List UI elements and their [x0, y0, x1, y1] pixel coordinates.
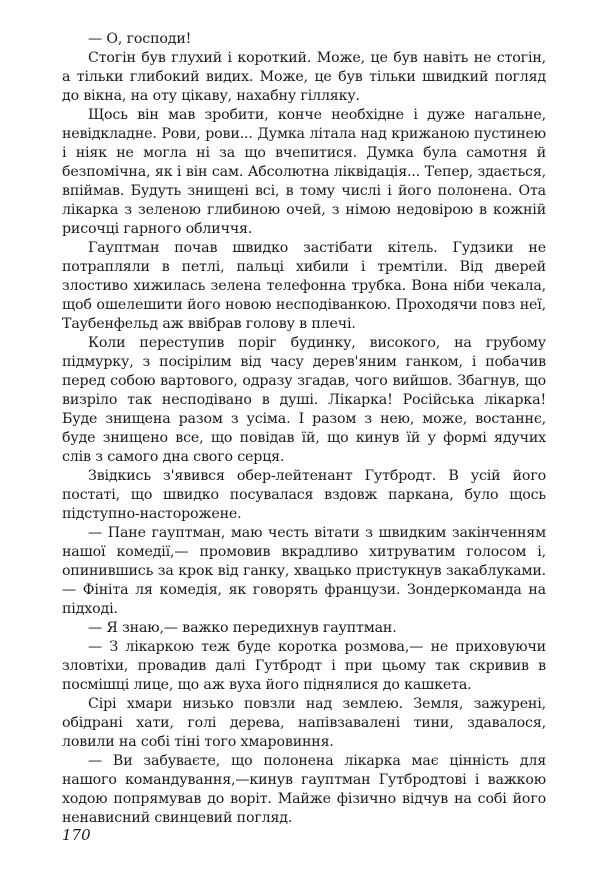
paragraph: Щось він мав зробити, конче необхідне і дуже нагальне, невідкладне. Рови, рови... Думка літала над крижаною пустинею і ніяк не могла ні за що вчепитися. Думка була самотня й безпомічна, як і він сам. Абсолютна ліквідація... Тепер, здається, впіймав. Будуть знищені всі, в тому числі і його полонена. Ота лікарка з зеленою глибиною очей, з німою недовірою в кожній рисочці гарного обличчя. [62, 107, 546, 237]
paragraph: — Ви забуваєте, що полонена лікарка має цінність для нашого командування,—кинув гауптман Гутбродтові і важкою ходою попрямував до воріт. Майже фізично відчув на собі його ненависний свинцевий погляд. [62, 753, 546, 826]
paragraph: — З лікаркою теж буде коротка розмова,— не приховуючи зловтіхи, провадив далі Гутбродт і при цьому так скривив в посмішці лице, що аж вуха його піднялися до кашкета. [62, 639, 546, 693]
page-number: 170 [62, 826, 91, 844]
paragraph: Звідкись з'явився обер-лейтенант Гутбродт. В усій його постаті, що швидко посувалася вздовж паркана, було щось підступно-насторожене. [62, 468, 546, 522]
paragraph: Сірі хмари низько повзли над землею. Земля, зажурені, обідрані хати, голі дерева, напівзавалені тини, здавалося, ловили на собі тіні того хмаровиння. [62, 696, 546, 750]
paragraph: Гауптман почав швидко застібати кітель. Гудзики не потрапляли в петлі, пальці хибили і тремтіли. Від дверей злостиво хижилась зелена телефонна трубка. Вона ніби чекала, щоб ошелешити його новою несподіванкою. Проходячи повз неї, Таубенфельд аж ввібрав голову в плечі. [62, 240, 546, 332]
paragraph: Стогін був глухий і короткий. Може, це був навіть не стогін, а тільки глибокий видих. Може, це був тільки швидкий погляд до вікна, на оту цікаву, нахабну гілляку. [62, 50, 546, 104]
paragraph: — Я знаю,— важко передихнув гауптман. [88, 620, 397, 636]
paragraph: — Пане гауптман, маю честь вітати з швидким закінченням нашої комедії,— промовив вкрадливо хитруватим голосом і, опинившись за крок від ганку, хвацько пристукнув закаблуками.— Фініта ля комедія, як говорять французи. Зондеркоманда на підході. [62, 525, 546, 617]
body-text [62, 30, 546, 828]
paragraph: Коли переступив поріг будинку, високого, на грубому підмурку, з посірілим від часу дерев'яним ганком, і побачив перед собою вартового, одразу згадав, чого вийшов. Збагнув, що визріло так несподівано в душі. Лікарка! Російська лікарка! Буде знищена разом з усіма. І разом з нею, може, востаннє, буде знищено все, що повідав їй, що кинув їй у формі ядучих слів з самого дна свого серця. [62, 335, 546, 465]
paragraph: — О, господи! [88, 31, 192, 47]
